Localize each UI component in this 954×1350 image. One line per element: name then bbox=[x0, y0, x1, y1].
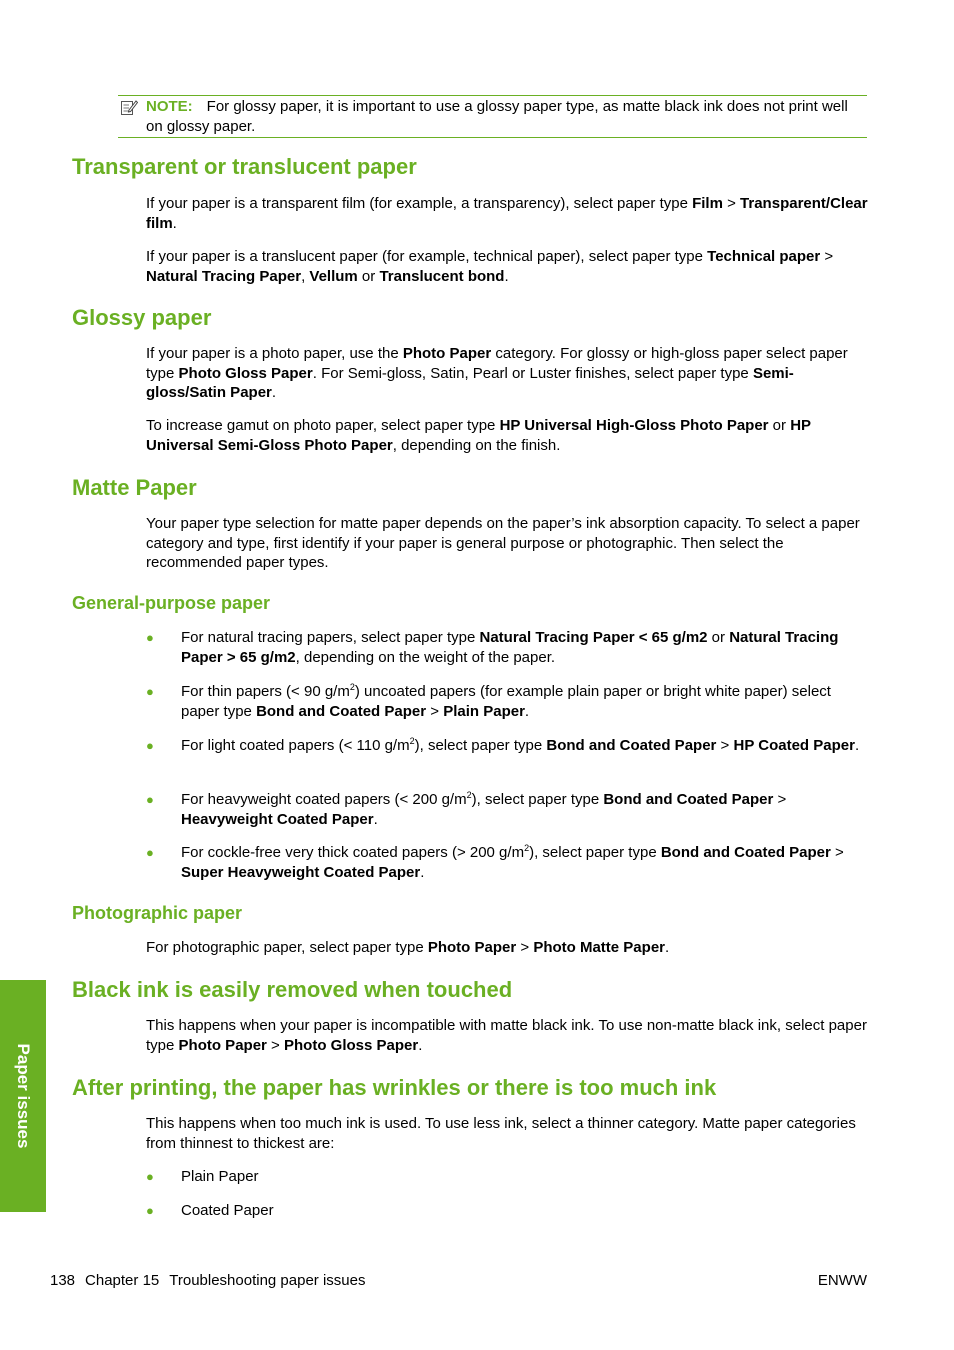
heading-general-purpose: General-purpose paper bbox=[72, 593, 271, 613]
bullet-icon: ● bbox=[146, 1169, 154, 1184]
heading-matte: Matte Paper bbox=[72, 475, 197, 500]
list-item-text: For thin papers (< 90 $g/m^2$) uncoated papers (for example plain paper or bright white paper) select paper type Bond and Coated Paper > Plain Paper. bbox=[181, 682, 831, 720]
bullet-icon: ● bbox=[146, 792, 154, 807]
para-wrinkles: This happens when too much ink is used. To use less ink, select a thinner category. Matte paper categories from thinnest to thickest are: bbox=[146, 1115, 856, 1152]
bullet-icon: ● bbox=[146, 684, 154, 699]
list-item-text: Coated Paper bbox=[181, 1202, 274, 1219]
chapter-title: Troubleshooting paper issues bbox=[169, 1272, 366, 1289]
para-glossy-1: If your paper is a photo paper, use the Photo Paper category. For glossy or high-gloss paper select paper type Photo Gloss Paper. For Semi-gloss, Satin, Pearl or Luster finishes, select paper type Semi-gloss/Satin Paper. bbox=[146, 345, 848, 401]
footer-right-label: ENWW bbox=[817, 1272, 867, 1289]
note-text: For glossy paper, it is important to use a glossy paper type, as matte black ink does not print well on glossy paper. bbox=[146, 98, 848, 135]
heading-black-ink: Black ink is easily removed when touched bbox=[72, 977, 513, 1002]
para-transparent-1: If your paper is a transparent film (for example, a transparency), select paper type Film > Transparent/Clear film. bbox=[146, 195, 868, 232]
list-item-text: For natural tracing papers, select paper type Natural Tracing Paper < 65 g/m2 or Natural Tracing Paper > 65 g/m2, depending on the weight of the paper. bbox=[181, 629, 839, 666]
para-photographic: For photographic paper, select paper type Photo Paper > Photo Matte Paper. bbox=[146, 939, 670, 956]
bullet-icon: ● bbox=[146, 630, 154, 645]
chapter-side-tab bbox=[0, 980, 46, 1212]
note-label: NOTE: bbox=[146, 98, 193, 115]
list-item-text: For cockle-free very thick coated papers (> 200 $g/m^2$), select paper type Bond and Coated Paper > Super Heavyweight Coated Paper. bbox=[181, 843, 844, 881]
note-box bbox=[118, 95, 867, 138]
list-item-text: For light coated papers (< 110 $g/m^2$), select paper type Bond and Coated Paper > HP Coated Paper. bbox=[181, 736, 860, 754]
heading-wrinkles: After printing, the paper has wrinkles or there is too much ink bbox=[72, 1075, 717, 1100]
list-item-text: Plain Paper bbox=[181, 1168, 259, 1185]
bullet-icon: ● bbox=[146, 1203, 154, 1218]
para-glossy-2: To increase gamut on photo paper, select paper type HP Universal High-Gloss Photo Paper or HP Universal Semi-Gloss Photo Paper, depending on the finish. bbox=[146, 417, 811, 454]
heading-glossy: Glossy paper bbox=[72, 305, 212, 330]
heading-transparent: Transparent or translucent paper bbox=[72, 154, 417, 179]
heading-photographic: Photographic paper bbox=[72, 903, 243, 923]
list-item-text: For heavyweight coated papers (< 200 $g/m^2$), select paper type Bond and Coated Paper > Heavyweight Coated Paper. bbox=[181, 790, 787, 828]
footer bbox=[50, 1271, 375, 1291]
chapter-label: Chapter 15 bbox=[85, 1272, 160, 1289]
para-transparent-2: If your paper is a translucent paper (for example, technical paper), select paper type Technical paper > Natural Tracing Paper, Vellum or Translucent bond. bbox=[146, 248, 834, 285]
note-pencil-icon bbox=[120, 98, 138, 116]
page-number: 138 bbox=[50, 1272, 76, 1289]
side-tab-label: Paper issues bbox=[13, 1043, 33, 1149]
para-matte-1: Your paper type selection for matte paper depends on the paper’s ink absorption capacity. To select a paper category and type, first identify if your paper is general purpose or photographic. Then select the recommended paper types. bbox=[146, 515, 860, 571]
bullet-icon: ● bbox=[146, 845, 154, 860]
para-black-ink: This happens when your paper is incompatible with matte black ink. To use non-matte black ink, select paper type Photo Paper > Photo Gloss Paper. bbox=[146, 1017, 867, 1054]
bullet-icon: ● bbox=[146, 738, 154, 753]
